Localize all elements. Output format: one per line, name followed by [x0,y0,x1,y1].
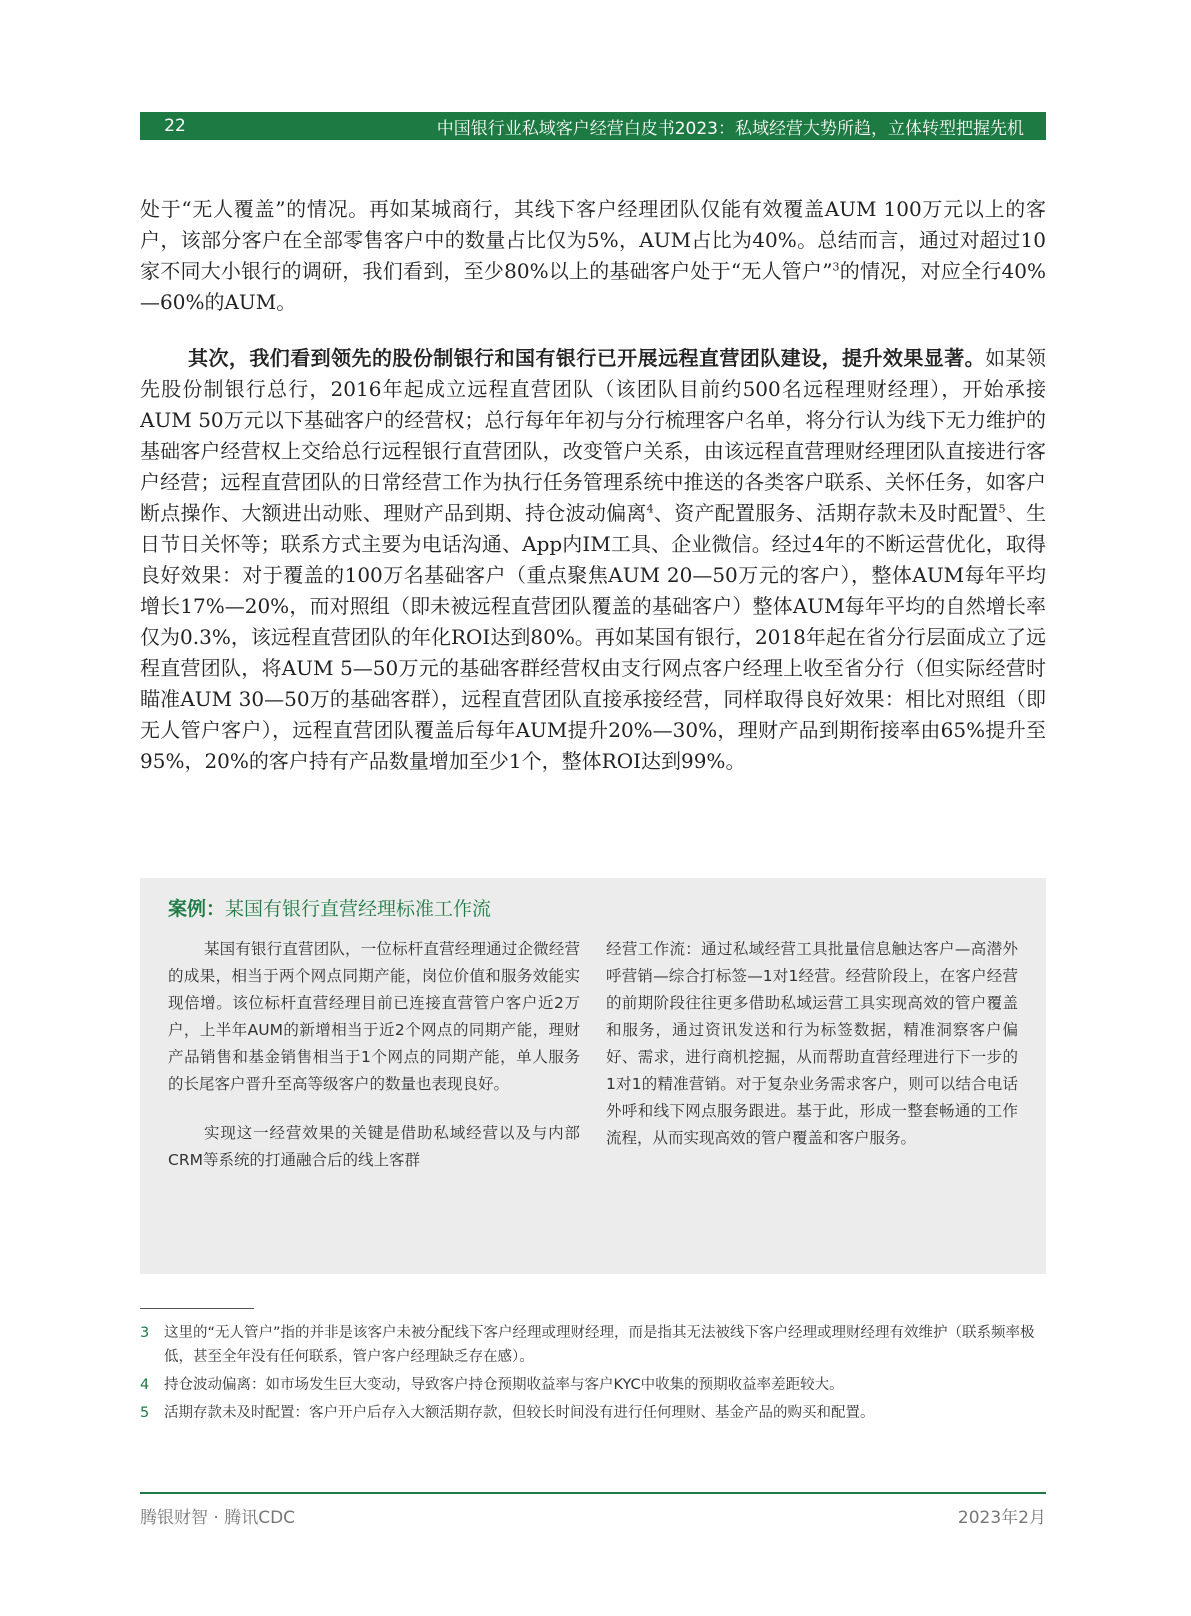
footnote-3: 3 这里的“无人管户”指的并非是该客户未被分配线下客户经理或理财经理，而是指其无法被线下客户经理或理财经理有效维护（联系频率极低，甚至全年没有任何联系，管户客户经理缺乏存在感）。 [140,1325,1035,1365]
case-study-box [140,878,1046,1274]
footnote-ref-3[interactable]: 3 [832,260,840,274]
case-right-paragraph: 经营工作流：通过私域经营工具批量信息触达客户—高潜外呼营销—综合打标签—1对1经营。经营阶段上，在客户经营的前期阶段往往更多借助私域运营工具实现高效的管户覆盖和服务，通过资讯发送和行为标签数据，精准洞察客户偏好、需求，进行商机挖掘，从而帮助直营经理进行下一步的1对1的精准营销。对于复杂业务需求客户，则可以结合电话外呼和线下网点服务跟进。基于此，形成一整套畅通的工作流程，从而实现高效的管户覆盖和客户服务。 [606,940,1018,1147]
paragraph-1: 处于“无人覆盖”的情况。再如某城商行，其线下客户经理团队仅能有效覆盖AUM 100万元以上的客户，该部分客户在全部零售客户中的数量占比仅为5%，AUM占比为40%。总结而言，通过对超过10家不同大小银行的调研，我们看到，至少80%以上的基础客户处于“无人管户”$^3$的情况，对应全行40%—60%的AUM。 [140,197,1047,314]
case-left-paragraph-1: 某国有银行直营团队，一位标杆直营经理通过企微经营的成果，相当于两个网点同期产能，岗位价值和服务效能实现倍增。该位标杆直营经理目前已连接直营管户客户近2万户，上半年AUM的新增相当于近2个网点的同期产能，理财产品销售和基金销售相当于1个网点的同期产能，单人服务的长尾客户晋升至高等级客户的数量也表现良好。 [168,940,580,1093]
report-title: 中国银行业私域客户经营白皮书2023：私域经营大势所趋，立体转型把握先机 [436,118,1024,139]
footer-divider [140,1492,1046,1494]
running-header [140,112,1046,140]
case-left-paragraph-2: 实现这一经营效果的关键是借助私域经营以及与内部CRM等系统的打通融合后的线上客群 [168,1124,580,1169]
footnote-divider [140,1308,254,1309]
footnotes [140,1321,1046,1429]
body-text [140,194,1046,802]
footnote-ref-5[interactable]: 5 [998,502,1006,516]
footer-date: 2023年2月 [957,1508,1046,1528]
footnote-4: 4 持仓波动偏离：如市场发生巨大变动，导致客户持仓预期收益率与客户KYC中收集的预期收益率差距较大。 [140,1377,844,1393]
footnote-ref-4[interactable]: 4 [646,502,654,516]
case-columns [168,936,1018,1196]
paragraph-2: 其次，我们看到领先的股份制银行和国有银行已开展远程直营团队建设，提升效果显著。如某领先股份制银行总行，2016年起成立远程直营团队（该团队目前约500名远程理财经理），开始承接AUM 50万元以下基础客户的经营权；总行每年年初与分行梳理客户名单，将分行认为线下无力维护的基础客户经营权上交给总行远程银行直营团队，改变管户关系，由该远程直营理财经理团队直接进行客户经营；远程直营团队的日常经营工作为执行任务管理系统中推送的各类客户联系、关怀任务，如客户断点操作、大额进出动账、理财产品到期、持仓波动偏离$^4$、资产配置服务、活期存款未及时配置$^5$、生日节日关怀等；联系方式主要为电话沟通、App内IM工具、企业微信。经过4年的不断运营优化，取得良好效果：对于覆盖的100万名基础客户（重点聚焦AUM 20—50万元的客户），整体AUM每年平均增长17%—20%，而对照组（即未被远程直营团队覆盖的基础客户）整体AUM每年平均的自然增长率仅为0.3%，该远程直营团队的年化ROI达到80%。再如某国有银行，2018年起在省分行层面成立了远程直营团队，将AUM 5—50万元的基础客群经营权由支行网点客户经理上收至省分行（但实际经营时瞄准AUM 30—50万的基础客群），远程直营团队直接承接经营，同样取得良好效果：相比对照组（即无人管户客户），远程直营团队覆盖后每年AUM提升20%—30%，理财产品到期衔接率由65%提升至95%，20%的客户持有产品数量增加至少1个，整体ROI达到99%。 [140,346,1047,773]
paragraph-2-lead: 其次，我们看到领先的股份制银行和国有银行已开展远程直营团队建设，提升效果显著。 [188,346,986,370]
footnote-5: 5 活期存款未及时配置：客户开户后存入大额活期存款，但较长时间没有进行任何理财、基金产品的购买和配置。 [140,1405,875,1421]
footer-publisher: 腾银财智 · 腾讯CDC [140,1508,296,1528]
case-title: 案例：某国有银行直营经理标准工作流 [168,898,492,920]
case-right-column [606,936,1018,1196]
page-number: 22 [164,116,186,136]
case-left-column [168,936,580,1196]
